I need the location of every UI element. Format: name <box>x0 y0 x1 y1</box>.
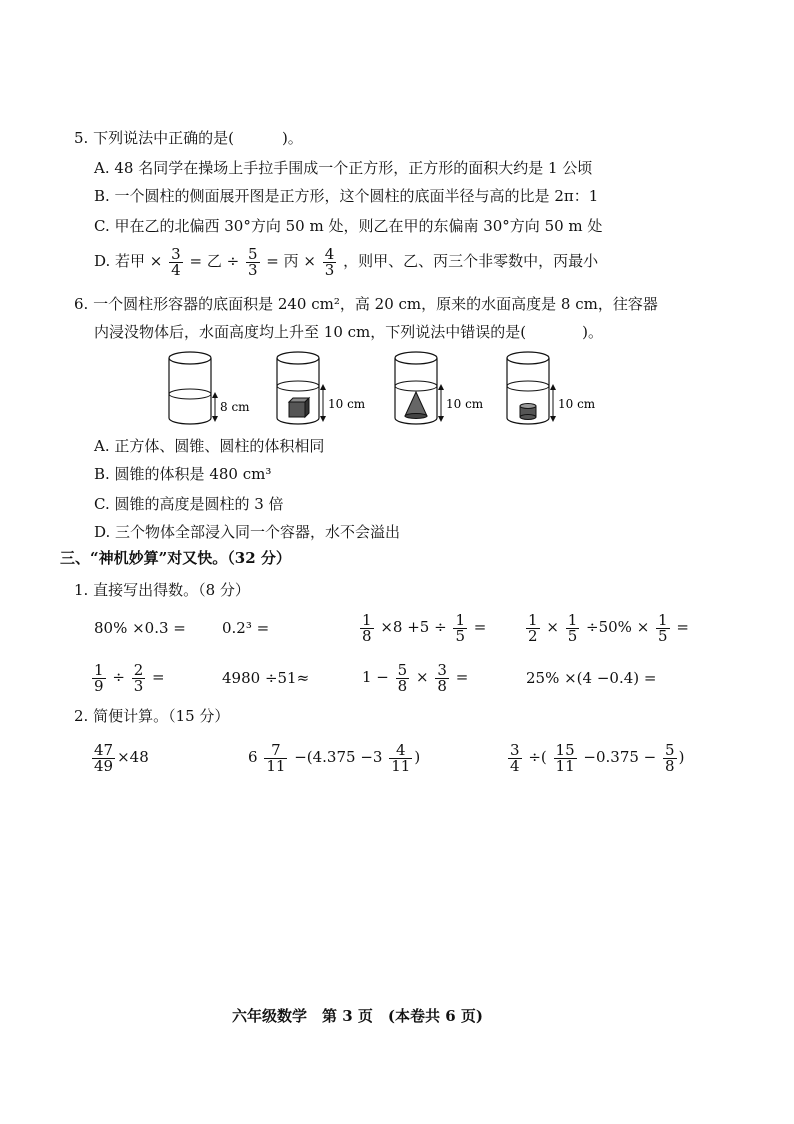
calc-item: 80% ×0.3 = <box>94 619 186 637</box>
simplify-item: $\frac{47}{49}$ ×48 <box>94 740 149 775</box>
cylinder-original <box>169 352 250 424</box>
height-label: 10 cm <box>446 397 484 411</box>
height-label: 10 cm <box>558 397 596 411</box>
calc-item: 4980 ÷51≈ <box>222 669 310 687</box>
simplify-item: 6 $\frac{7}{11}$ −(4.375 −3 $\frac{4}{11}$ ) <box>248 740 421 775</box>
page-footer: 六年级数学 第 3 页 (本卷共 6 页) <box>232 1007 483 1025</box>
calc-item: $\frac{1}{8}$ ×8 +5 ÷ $\frac{1}{5}$ = <box>362 610 487 645</box>
q6-option-a: A. 正方体、圆锥、圆柱的体积相同 <box>94 437 325 455</box>
height-label: 8 cm <box>220 400 250 414</box>
part1-title: 1. 直接写出得数。（8 分） <box>74 581 250 599</box>
q6-line2: 内浸没物体后，水面高度均上升至 10 cm，下列说法中错误的是( )。 <box>94 323 603 341</box>
fraction: $\frac{4}{3}$ <box>324 244 335 279</box>
calc-item: 25% ×(4 −0.4) = <box>526 669 657 687</box>
q6-option-b: B. 圆锥的体积是 480 cm³ <box>94 465 272 483</box>
q6-option-c: C. 圆锥的高度是圆柱的 3 倍 <box>94 495 284 513</box>
calc-item: 0.2³ = <box>222 619 270 637</box>
part2-title: 2. 简便计算。（15 分） <box>74 707 230 725</box>
fraction: $\frac{3}{4}$ <box>171 244 181 279</box>
calc-item: 1 − $\frac{5}{8}$ × $\frac{3}{8}$ = <box>362 660 469 695</box>
fraction: $\frac{5}{3}$ <box>247 244 258 279</box>
q5-option-b: B. 一个圆柱的侧面展开图是正方形，这个圆柱的底面半径与高的比是 2π：1 <box>94 187 599 205</box>
section-title: 三、“神机妙算”对又快。（32 分） <box>60 549 291 567</box>
q6-option-d: D. 三个物体全部浸入同一个容器，水不会溢出 <box>94 523 401 541</box>
q5-option-c: C. 甲在乙的北偏西 30°方向 50 m 处，则乙在甲的东偏南 30°方向 50 m 处 <box>94 217 603 235</box>
calc-item: $\frac{1}{9}$ ÷ $\frac{2}{3}$ = <box>94 660 165 695</box>
calc-item: $\frac{1}{2}$ × $\frac{1}{5}$ ÷50% × $\frac{1}{5}$ = <box>528 610 689 645</box>
cylinder-cube <box>277 352 366 424</box>
cylinders-figure <box>168 348 668 432</box>
q5-option-d: D. 若甲 × $\frac{3}{4}$ = 乙 ÷ $\frac{5}{3}$ = 丙 × $\frac{4}{3}$ ，则甲、乙、丙三个非零数中，丙最小 <box>94 244 599 279</box>
simplify-item: $\frac{3}{4}$ ÷( $\frac{15}{11}$ −0.375 − $\frac{5}{8}$ ) <box>510 740 685 775</box>
q5-option-a: A. 48 名同学在操场上手拉手围成一个正方形，正方形的面积大约是 1 公顷 <box>94 159 593 177</box>
q6-line1: 6. 一个圆柱形容器的底面积是 240 cm²，高 20 cm，原来的水面高度是 8 cm，往容器 <box>74 295 658 313</box>
height-label: 10 cm <box>328 397 366 411</box>
cylinder-cone <box>395 352 484 424</box>
cylinder-small-cylinder <box>507 352 596 424</box>
q5-stem: 5. 下列说法中正确的是( )。 <box>74 129 303 147</box>
